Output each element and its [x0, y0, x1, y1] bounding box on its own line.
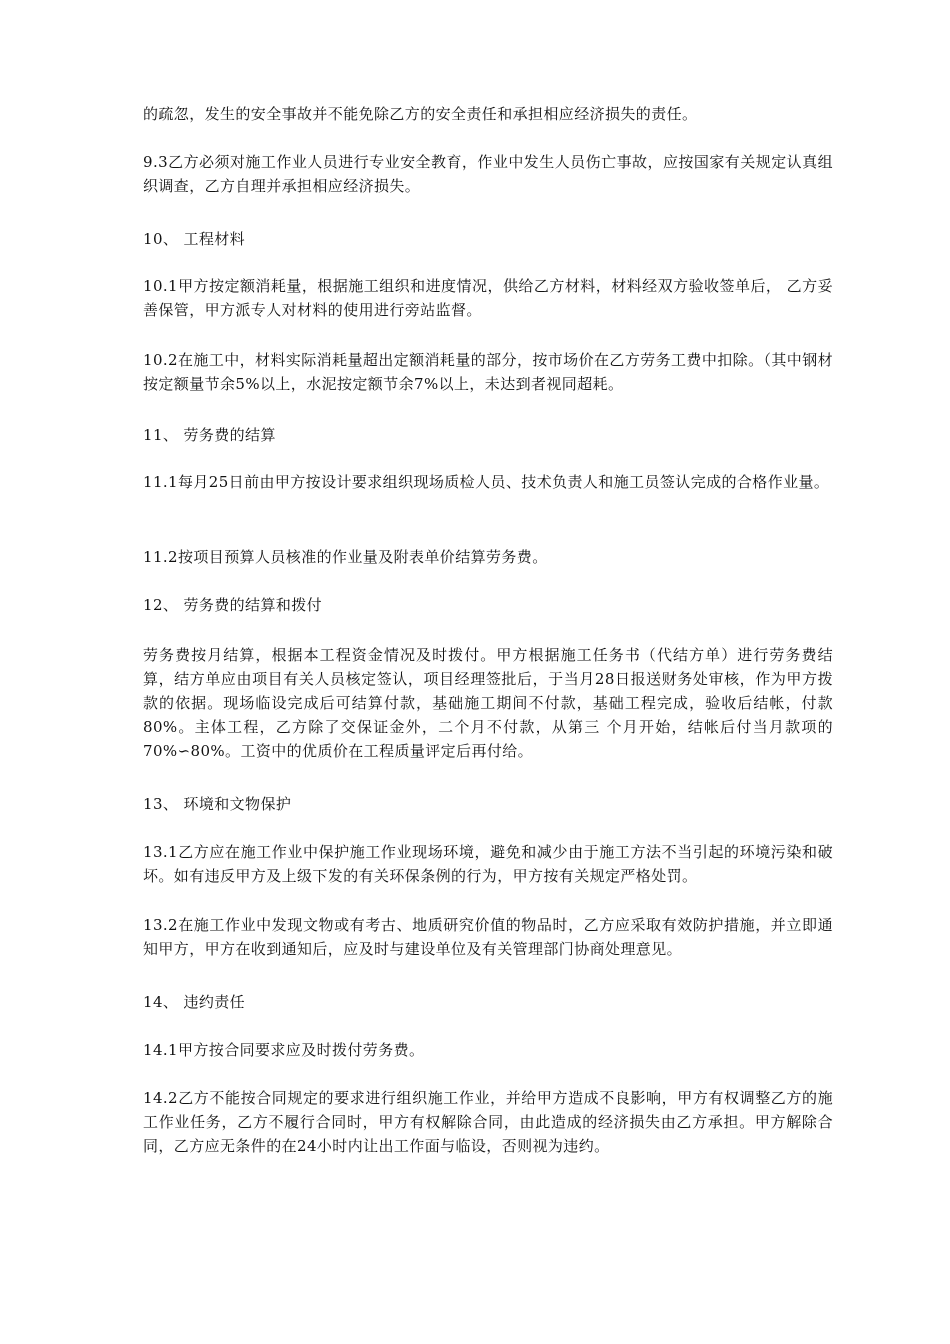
paragraph-9-2-continuation: 的疏忽，发生的安全事故并不能免除乙方的安全责任和承担相应经济损失的责任。	[143, 105, 698, 123]
section-heading-11: 11、 劳务费的结算	[143, 426, 276, 444]
paragraph-13-1: 13.1乙方应在施工作业中保护施工作业现场环境，避免和减少由于施工方法不当引起的环境污染和破坏。如有违反甲方及上级下发的有关环保条例的行为，甲方按有关规定严格处罚。	[143, 843, 833, 885]
paragraph-11-2: 11.2按项目预算人员核准的作业量及附表单价结算劳务费。	[143, 548, 548, 566]
section-heading-10: 10、 工程材料	[143, 230, 246, 248]
paragraph-13-2: 13.2在施工作业中发现文物或有考古、地质研究价值的物品时，乙方应采取有效防护措施，并立即通知甲方，甲方在收到通知后，应及时与建设单位及有关管理部门协商处理意见。	[143, 916, 833, 958]
paragraph-14-2: 14.2乙方不能按合同规定的要求进行组织施工作业，并给甲方造成不良影响，甲方有权调整乙方的施工作业任务，乙方不履行合同时，甲方有权解除合同，由此造成的经济损失由乙方承担。甲方解除合同，乙方应无条件的在24小时内让出工作面与临设，否则视为违约。	[143, 1089, 833, 1155]
section-heading-14: 14、 违约责任	[143, 993, 246, 1011]
paragraph-14-1: 14.1甲方按合同要求应及时拨付劳务费。	[143, 1041, 425, 1059]
paragraph-9-3: 9.3乙方必须对施工作业人员进行专业安全教育，作业中发生人员伤亡事故，应按国家有关规定认真组织调查，乙方自理并承担相应经济损失。	[143, 153, 833, 195]
section-heading-13: 13、 环境和文物保护	[143, 795, 292, 813]
paragraph-10-1: 10.1甲方按定额消耗量，根据施工组织和进度情况，供给乙方材料，材料经双方验收签单后， 乙方妥善保管，甲方派专人对材料的使用进行旁站监督。	[143, 277, 833, 319]
paragraph-12-body: 劳务费按月结算，根据本工程资金情况及时拨付。甲方根据施工任务书（代结方单）进行劳务费结算，结方单应由项目有关人员核定签认，项目经理签批后，于当月28日报送财务处审核，作为甲方拨款的依据。现场临设完成后可结算付款，基础施工期间不付款，基础工程完成，验收后结帐，付款80%。主体工程，乙方除了交保证金外，二个月不付款，从第三 个月开始，结帐后付当月款项的70%∽80%。工资中的优质价在工程质量评定后再付给。	[143, 646, 833, 760]
section-heading-12: 12、 劳务费的结算和拨付	[143, 596, 323, 614]
paragraph-11-1: 11.1每月25日前由甲方按设计要求组织现场质检人员、技术负责人和施工员签认完成的合格作业量。	[143, 473, 830, 491]
paragraph-10-2: 10.2在施工中，材料实际消耗量超出定额消耗量的部分，按市场价在乙方劳务工费中扣除。（其中钢材按定额量节余5%以上，水泥按定额节余7%以上，未达到者视同超耗。	[143, 351, 833, 393]
